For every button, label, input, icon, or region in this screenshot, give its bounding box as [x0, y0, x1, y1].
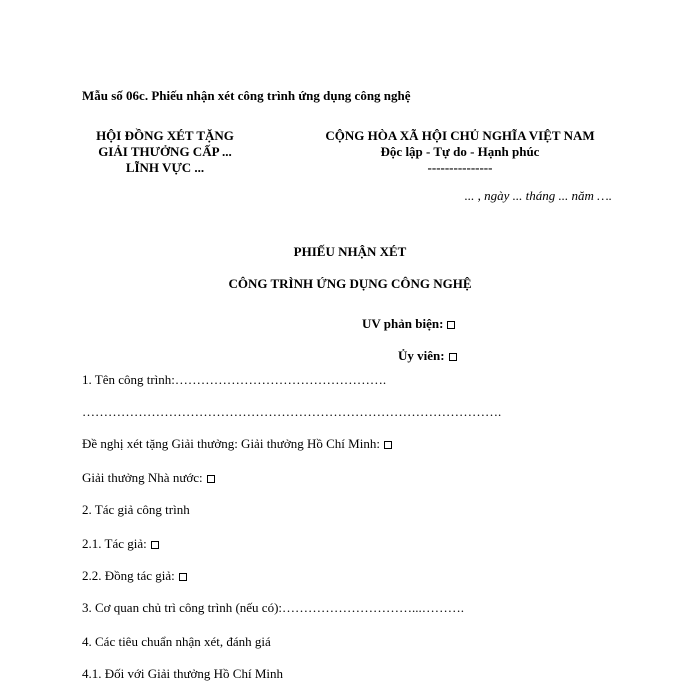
- national-header: [290, 128, 630, 176]
- role-member-label: Ủy viên:: [398, 348, 445, 363]
- council-line-1: HỘI ĐỒNG XÉT TẶNG: [96, 128, 234, 143]
- date-line: ... , ngày ... tháng ... năm ….: [464, 188, 612, 203]
- criteria-hcm: 4.1. Đối với Giải thưởng Hồ Chí Minh: [82, 666, 283, 681]
- work-name-continued: …………………………………………………………………………………….: [82, 404, 502, 419]
- form-code: Mẫu số 06c. Phiếu nhận xét công trình ứng dụng công nghệ: [82, 88, 411, 103]
- work-name: 1. Tên công trình:………………………………………….: [82, 372, 387, 387]
- council-line-3: LĨNH VỰC ...: [125, 160, 205, 175]
- coauthor: [82, 568, 187, 584]
- role-reviewer-checkbox[interactable]: [447, 321, 455, 329]
- coauthor-checkbox[interactable]: [179, 573, 187, 581]
- coauthor-label: 2.2. Đồng tác giả:: [82, 568, 175, 583]
- criteria-heading: 4. Các tiêu chuẩn nhận xét, đánh giá: [82, 634, 271, 649]
- role-reviewer-label: UV phản biện:: [362, 316, 444, 331]
- host-agency: 3. Cơ quan chủ trì công trình (nếu có):…………………………...……….: [82, 600, 465, 615]
- national-motto-2: Độc lập - Tự do - Hạnh phúc: [380, 144, 540, 159]
- authors-heading: 2. Tác giả công trình: [82, 502, 190, 517]
- document-subtitle: CÔNG TRÌNH ỨNG DỤNG CÔNG NGHỆ: [228, 276, 472, 291]
- state-award-label: Giải thưởng Nhà nước:: [82, 470, 203, 485]
- state-award-checkbox[interactable]: [207, 475, 215, 483]
- author-label: 2.1. Tác giả:: [82, 536, 147, 551]
- national-motto-1: CỘNG HÒA XÃ HỘI CHỦ NGHĨA VIỆT NAM: [325, 128, 595, 143]
- author: [82, 536, 159, 552]
- document-title: PHIẾU NHẬN XÉT: [293, 244, 407, 259]
- national-divider: ---------------: [427, 160, 493, 175]
- author-checkbox[interactable]: [151, 541, 159, 549]
- role-reviewer: [362, 316, 455, 332]
- role-member-checkbox[interactable]: [449, 353, 457, 361]
- council-header: [60, 128, 270, 176]
- award-proposal-label: Đề nghị xét tặng Giải thưởng: Giải thưởng Hồ Chí Minh:: [82, 436, 380, 451]
- council-line-2: GIẢI THƯỞNG CẤP ...: [98, 144, 232, 159]
- role-member: [398, 348, 457, 364]
- state-award: [82, 470, 215, 486]
- hcm-award-checkbox[interactable]: [384, 441, 392, 449]
- award-proposal: [82, 436, 392, 452]
